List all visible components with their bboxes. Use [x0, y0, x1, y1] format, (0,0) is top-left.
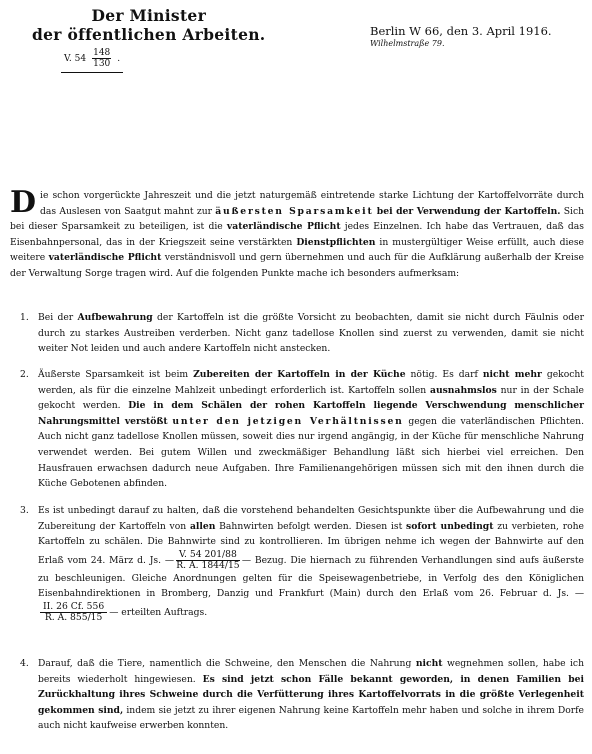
bold-text: vaterländische Pflicht	[48, 252, 162, 264]
item-number: 4.	[20, 658, 29, 669]
ref-numerator: 148	[93, 48, 111, 58]
intro-text: ie schon vorgerückte Jahreszeit und die jetzt naturgemäß eintretende starke Lichtung der Kartoffelvorräte durch das Auslesen von Saatgut mahnt zur	[40, 190, 584, 217]
ref-prefix: V. 54	[64, 53, 87, 64]
em-dash: —	[164, 554, 175, 566]
em-dash: —	[109, 606, 119, 618]
intro-text: verständnisvoll und gern übernehmen und auch für die Aufklärung außerhalb der Kreise der Verwaltung Sorge tragen wird. Auf die folgenden Punkte mache ich besonders aufmerksam:	[10, 252, 584, 279]
item-number: 3.	[20, 505, 29, 516]
ref-fraction	[92, 48, 111, 69]
intro-text: in mustergültiger Weise erfüllt, auch diese weitere	[10, 236, 584, 264]
em-dash: —	[574, 588, 584, 600]
item-text: Es ist unbedingt darauf zu halten, daß die vorstehend behandelten Gesichtspunkte über die Aufbewahrung und die Zubereitung der Kartoffeln von allen Bahnwirten befolgt werden. Diesen ist sofort unbedingt zu verbieten, rohe Kartoffeln zu schälen. Die Bahnwirte sind zu kontrollieren. Im übrigen nehme ich wegen der Bahnwirte auf den Erlaß vom 24. März d. Js. — $\frac{V. 54 201/88}{R. A. 1844/15}$ — Bezug. Die hiernach zu führenden Verhandlungen sind aufs äußerste zu beschleunigen. Gleiche Anordnungen gelten für die Speisewagenbetriebe, in Verfolg des den Königlichen Eisenbahndirektionen in Bromberg, Danzig und Frankfurt (Main) durch den Erlaß vom 26. Februar d. Js. — $\frac{II. 26 Cf. 556}{R. A. 855/15}$ — erteilten Auftrags.	[38, 505, 584, 623]
decree-reference-1: $\frac{V. 54 201/88}{R. A. 1844/15}$	[176, 548, 240, 571]
bold-text: bei der Verwendung der Kartoffeln.	[376, 205, 561, 217]
list-item-2	[10, 367, 584, 492]
list-item-4	[10, 656, 584, 734]
ref-underline	[61, 72, 123, 73]
intro-paragraph	[10, 185, 585, 282]
sender-heading	[32, 6, 266, 44]
item-number: 2.	[20, 369, 29, 380]
reference-number	[64, 48, 120, 69]
drop-cap: D	[10, 185, 37, 220]
decree-reference-2: $\frac{II. 26 Cf. 556}{R. A. 855/15}$	[40, 602, 107, 623]
emphasis: äußersten Sparsamkeit	[215, 205, 374, 217]
intro-text: Sich bei dieser Sparsamkeit zu beteiligen, ist die	[10, 205, 585, 233]
list-item-3	[10, 503, 584, 623]
place-date: Berlin W 66, den 3. April 1916.	[370, 24, 552, 38]
em-dash: —	[241, 554, 252, 566]
bold-text: vaterländische Pflicht	[226, 221, 341, 233]
bold-text: Dienstpflichten	[296, 236, 376, 248]
item-number: 1.	[20, 312, 29, 323]
ref-suffix: .	[117, 53, 121, 64]
intro-text: jedes Einzelnen. Ich habe das Vertrauen, daß das Eisenbahnpersonal, das in der Kriegszeit seine verstärkten	[10, 221, 584, 248]
list-item-1	[10, 310, 584, 357]
item-text: Äußerste Sparsamkeit ist beim Zubereiten der Kartoffeln in der Küche nötig. Es darf nicht mehr gekocht werden, als für die einzelne Mahlzeit unbedingt erforderlich ist. Kartoffeln sollen ausnahmslos nur in der Schale gekocht werden. Die in dem Schälen der rohen Kartoffeln liegende Verschwendung menschlicher Nahrungsmittel verstößt unter den jetzigen Verhältnissen gegen die vaterländischen Pflichten. Auch nicht ganz tadellose Knollen müssen, soweit dies nur irgend angängig, in der Küche für menschliche Nahrung verwendet werden. Bei gutem Willen und zweckmäßiger Behandlung läßt sich hierbei viel erreichen. Den Hausfrauen erwachsen dadurch neue Aufgaben. Ihre Familienangehörigen müssen sich mit den ihnen durch die Küche Gebotenen abfinden.	[38, 369, 584, 490]
item-text: Bei der Aufbewahrung der Kartoffeln ist die größte Vorsicht zu beobachten, damit sie nicht durch Fäulnis oder durch zu starkes Austreiben verderben. Nicht ganz tadellose Knollen sind zuerst zu verwenden, damit sie nicht weiter Not leiden und auch andere Kartoffeln nicht anstecken.	[38, 312, 584, 355]
street-address: Wilhelmstraße 79.	[370, 39, 445, 48]
sender-line-1: Der Minister	[91, 6, 207, 25]
item-text: Darauf, daß die Tiere, namentlich die Schweine, den Menschen die Nahrung nicht wegnehmen sollen, habe ich bereits wiederholt hingewiesen. Es sind jetzt schon Fälle bekannt geworden, in denen Familien bei Zurückhaltung ihres Schweine durch die Verfütterung ihres Kartoffelvorrats in die größte Verlegenheit gekommen sind, indem sie jetzt zu ihrer eigenen Nahrung keine Kartoffeln mehr haben und solche in ihrem Dorfe auch nicht kaufweise erwerben konnten.	[38, 658, 584, 732]
ref-denominator: 130	[93, 59, 111, 69]
sender-line-2: der öffentlichen Arbeiten.	[32, 25, 266, 44]
